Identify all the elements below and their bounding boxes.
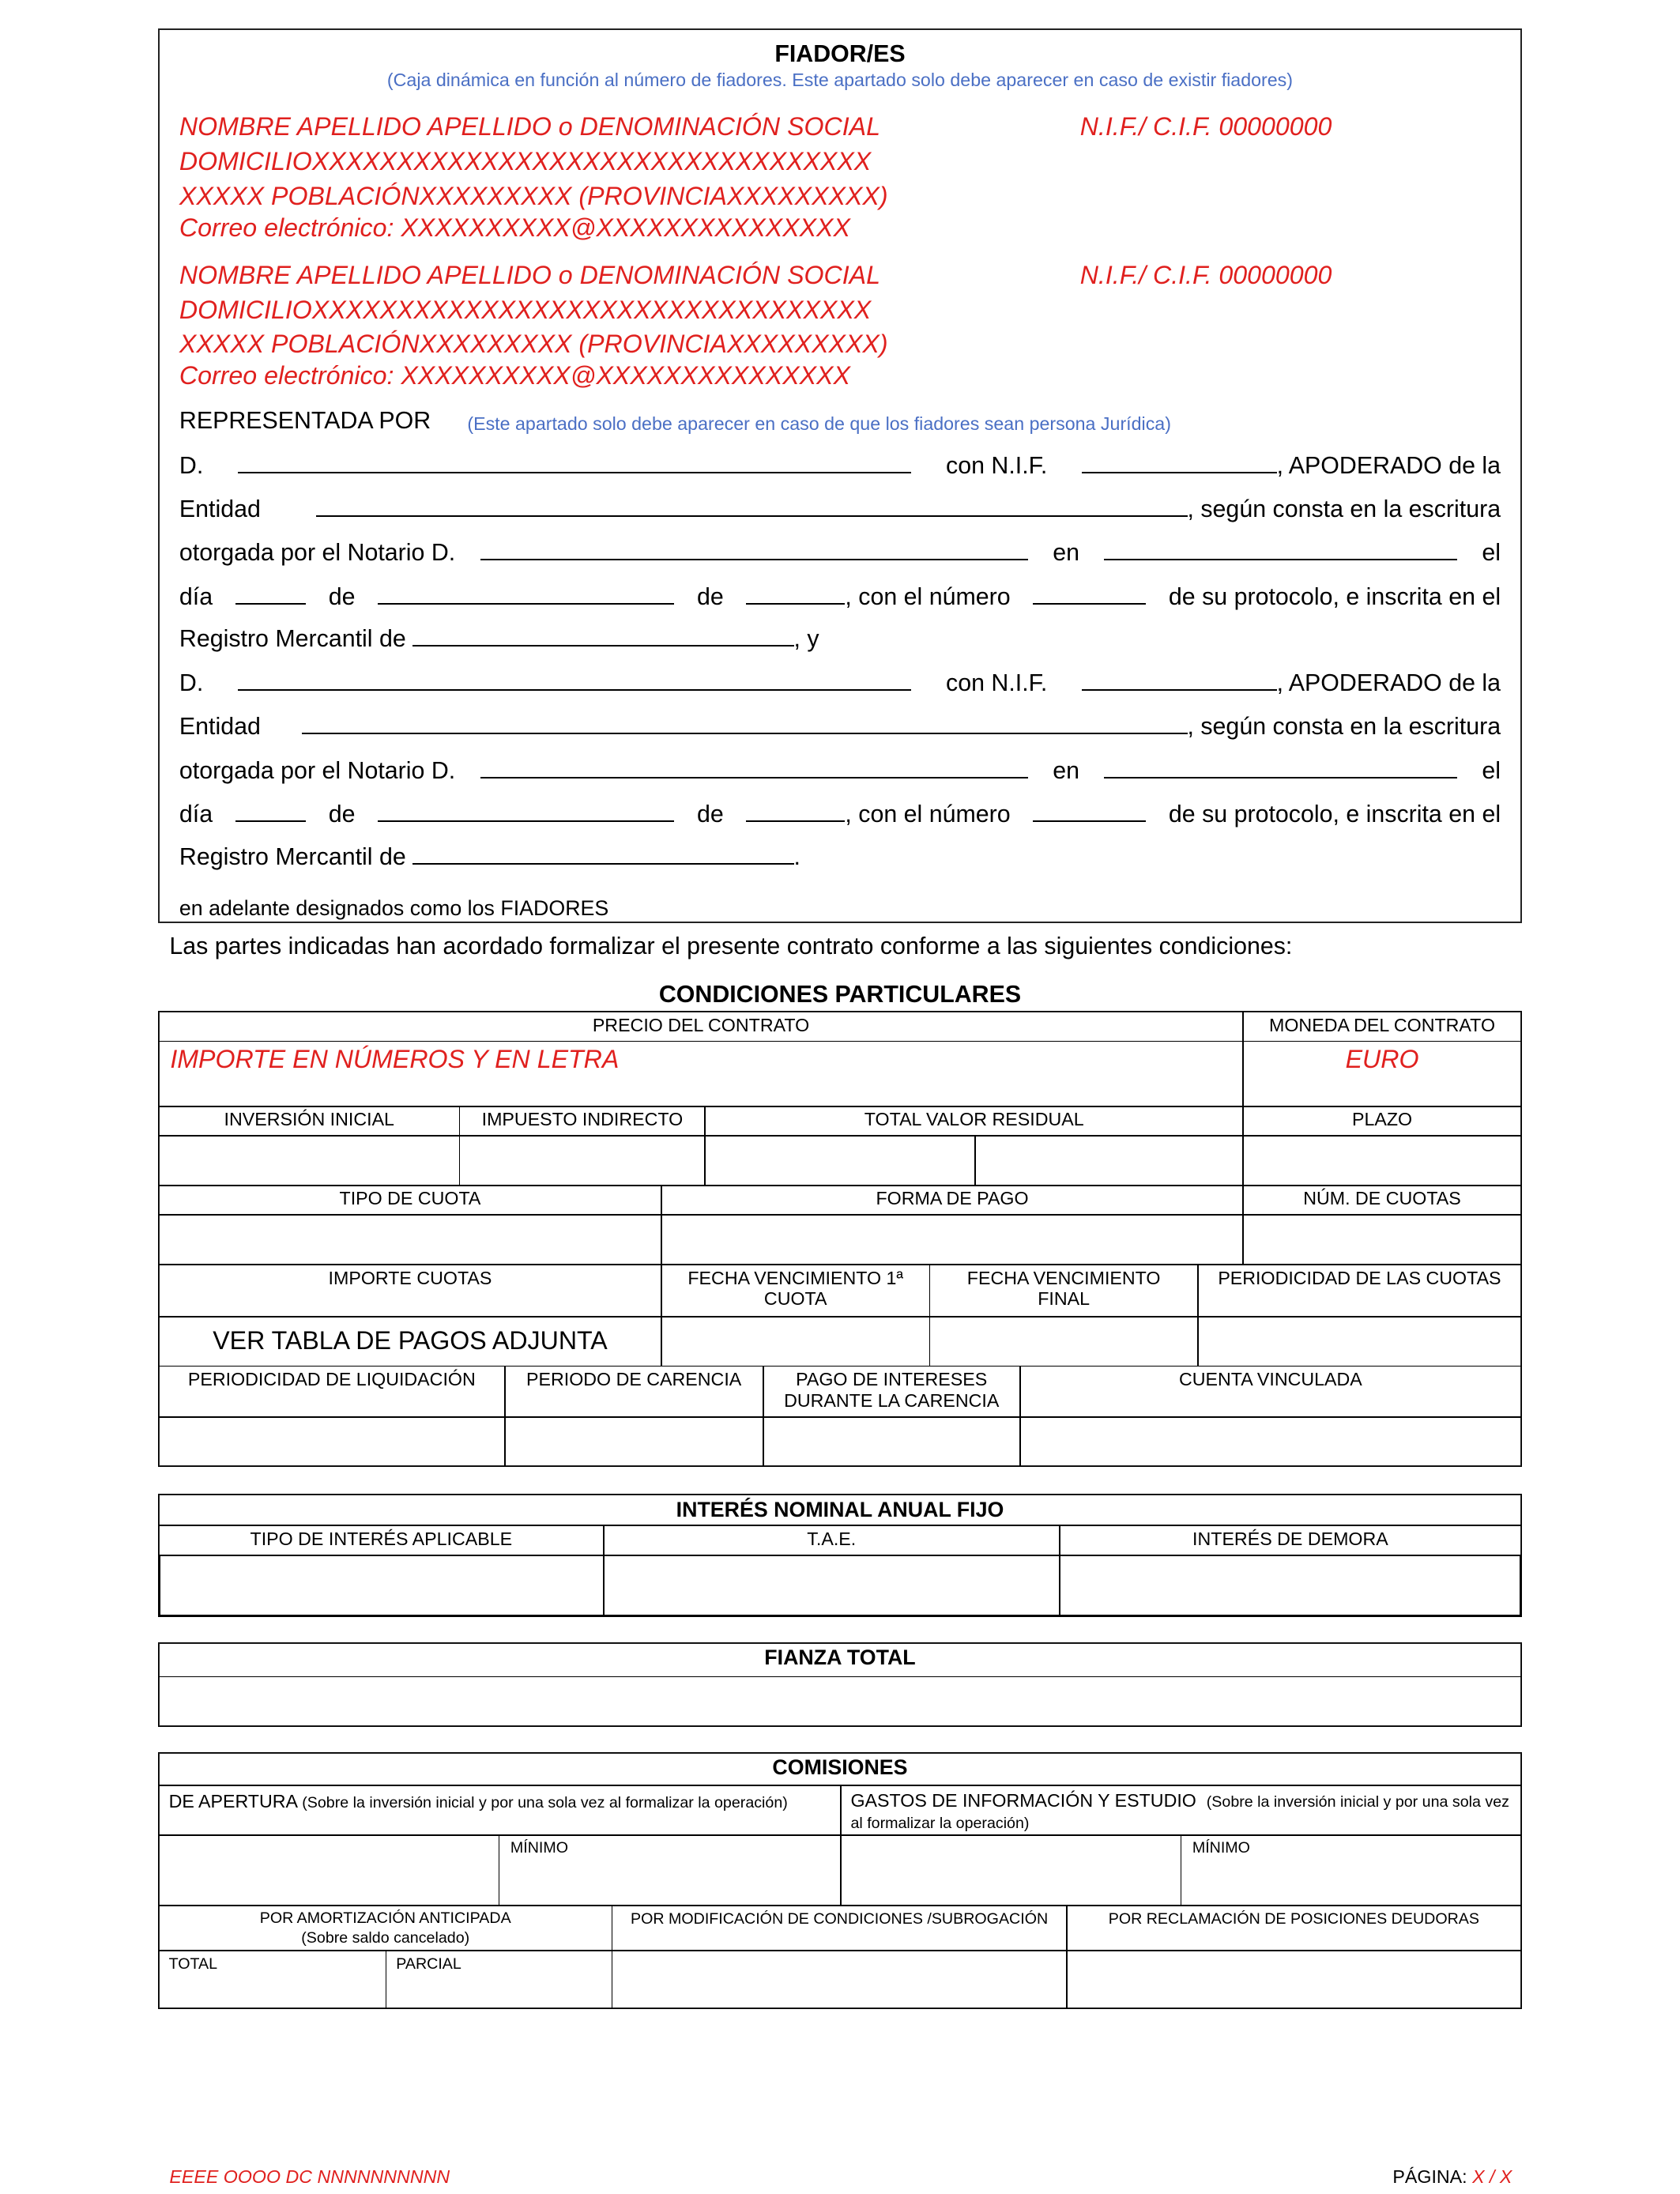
guarantor-nif: N.I.F./ C.I.F. 00000000 bbox=[1079, 112, 1332, 141]
fiadores-closing: en adelante designados como los FIADORES bbox=[179, 896, 609, 921]
header-moneda: MONEDA DEL CONTRATO bbox=[1242, 1011, 1522, 1042]
form-line bbox=[179, 496, 1501, 523]
header-demora: INTERÉS DE DEMORA bbox=[1059, 1525, 1522, 1555]
apertura-minimo-field[interactable]: MÍNIMO bbox=[499, 1834, 842, 1906]
header-forma-pago: FORMA DE PAGO bbox=[661, 1185, 1244, 1216]
interes-title: INTERÉS NOMINAL ANUAL FIJO bbox=[158, 1494, 1522, 1526]
label: D. bbox=[179, 669, 204, 696]
impuesto-field[interactable] bbox=[459, 1135, 706, 1186]
label: Entidad bbox=[179, 714, 261, 741]
guarantor-name: NOMBRE APELLIDO APELLIDO o DENOMINACIÓN SOCIAL bbox=[179, 260, 880, 289]
form-line bbox=[179, 452, 1501, 480]
entity-blank[interactable] bbox=[316, 496, 1187, 517]
label: , según consta en la escritura bbox=[1187, 496, 1501, 523]
gastos-field[interactable] bbox=[840, 1834, 1181, 1906]
year-blank[interactable] bbox=[746, 583, 845, 605]
header-tae: T.A.E. bbox=[603, 1525, 1060, 1555]
modificacion-field[interactable] bbox=[612, 1950, 1068, 2009]
entity-blank[interactable] bbox=[302, 713, 1187, 734]
header-residual: TOTAL VALOR RESIDUAL bbox=[704, 1106, 1243, 1137]
label: , APODERADO de la bbox=[1276, 669, 1501, 696]
apertura-field[interactable] bbox=[158, 1834, 499, 1906]
form-line bbox=[179, 713, 1501, 741]
cuenta-field[interactable] bbox=[1019, 1416, 1522, 1467]
header-fecha-final: FECHA VENCIMIENTO FINAL bbox=[929, 1264, 1199, 1318]
guarantor-2 bbox=[179, 258, 888, 390]
residual-field-2[interactable] bbox=[974, 1135, 1244, 1186]
label: con N.I.F. bbox=[946, 452, 1048, 479]
residual-field-1[interactable] bbox=[704, 1135, 975, 1186]
header-precio: PRECIO DEL CONTRATO bbox=[158, 1011, 1244, 1042]
plazo-field[interactable] bbox=[1242, 1135, 1522, 1186]
header-gastos bbox=[840, 1785, 1522, 1835]
page-number bbox=[1392, 2166, 1512, 2188]
place-blank[interactable] bbox=[1104, 539, 1457, 560]
label: Registro Mercantil de bbox=[179, 626, 406, 653]
header-cuenta: CUENTA VINCULADA bbox=[1019, 1366, 1522, 1418]
place-blank[interactable] bbox=[1104, 757, 1457, 778]
reclamacion-field[interactable] bbox=[1066, 1950, 1522, 2009]
form-line bbox=[179, 843, 800, 871]
header-amortizacion bbox=[158, 1905, 612, 1951]
fianza-field[interactable] bbox=[158, 1676, 1522, 1727]
registry-blank[interactable] bbox=[412, 625, 793, 647]
label: , y bbox=[793, 626, 819, 653]
page-label: PÁGINA: bbox=[1392, 2166, 1467, 2187]
num-cuotas-field[interactable] bbox=[1242, 1214, 1522, 1265]
label: el bbox=[1482, 540, 1501, 567]
pago-intereses-field[interactable] bbox=[763, 1416, 1021, 1467]
nif-blank[interactable] bbox=[1082, 669, 1277, 691]
label: . bbox=[793, 843, 800, 870]
gastos-note: (Sobre la inversión inicial y por una sola vez al formalizar la operación) bbox=[850, 1793, 1509, 1833]
year-blank[interactable] bbox=[746, 801, 845, 822]
month-blank[interactable] bbox=[378, 583, 674, 605]
tipo-interes-field[interactable] bbox=[158, 1555, 605, 1617]
guarantor-address: DOMICILIOXXXXXXXXXXXXXXXXXXXXXXXXXXXXXXXXX bbox=[179, 147, 872, 176]
label: Entidad bbox=[179, 496, 261, 523]
comisiones-title: COMISIONES bbox=[158, 1752, 1522, 1786]
label: en bbox=[1053, 540, 1079, 567]
footer-code: EEEE OOOO DC NNNNNNNNNN bbox=[169, 2166, 450, 2187]
carencia-field[interactable] bbox=[504, 1416, 764, 1467]
form-line bbox=[179, 669, 1501, 697]
header-fecha-1: FECHA VENCIMIENTO 1ª CUOTA bbox=[661, 1264, 930, 1318]
label: día bbox=[179, 801, 213, 827]
guarantor-address: DOMICILIOXXXXXXXXXXXXXXXXXXXXXXXXXXXXXXXXX bbox=[179, 295, 872, 324]
label: de bbox=[328, 583, 356, 610]
guarantor-1 bbox=[179, 110, 888, 242]
amortizacion-note: (Sobre saldo cancelado) bbox=[301, 1928, 470, 1947]
amortizacion-parcial-field[interactable]: PARCIAL bbox=[386, 1950, 613, 2009]
condiciones-title: CONDICIONES PARTICULARES bbox=[658, 981, 1022, 1008]
header-reclamacion: POR RECLAMACIÓN DE POSICIONES DEUDORAS bbox=[1066, 1905, 1522, 1951]
label: , APODERADO de la bbox=[1276, 452, 1501, 479]
fiadores-title: FIADOR/ES bbox=[774, 40, 906, 67]
label: el bbox=[1482, 757, 1501, 784]
day-blank[interactable] bbox=[235, 801, 306, 822]
amortizacion-total-field[interactable]: TOTAL bbox=[158, 1950, 386, 2009]
guarantor-name: NOMBRE APELLIDO APELLIDO o DENOMINACIÓN SOCIAL bbox=[179, 112, 880, 141]
label: , con el número bbox=[845, 583, 1011, 610]
header-num-cuotas: NÚM. DE CUOTAS bbox=[1242, 1185, 1522, 1216]
label: de su protocolo, e inscrita en el bbox=[1168, 801, 1501, 827]
fiadores-note: (Caja dinámica en función al número de fiadores. Este apartado solo debe aparecer en caso de existir fiadores) bbox=[386, 69, 1294, 90]
label: otorgada por el Notario D. bbox=[179, 540, 456, 567]
form-line bbox=[179, 583, 1501, 611]
label: Registro Mercantil de bbox=[179, 843, 406, 870]
label: otorgada por el Notario D. bbox=[179, 757, 456, 784]
guarantor-nif: N.I.F./ C.I.F. 00000000 bbox=[1079, 260, 1332, 289]
guarantor-email: Correo electrónico: XXXXXXXXXX@XXXXXXXXXXXXXXX bbox=[179, 361, 850, 390]
form-line bbox=[179, 539, 1501, 567]
gastos-minimo-field[interactable]: MÍNIMO bbox=[1181, 1834, 1522, 1906]
header-plazo: PLAZO bbox=[1242, 1106, 1522, 1137]
header-pago-intereses: PAGO DE INTERESES DURANTE LA CARENCIA bbox=[763, 1366, 1021, 1418]
form-line bbox=[179, 625, 819, 653]
label: en bbox=[1053, 757, 1079, 784]
moneda-value[interactable]: EURO bbox=[1242, 1041, 1522, 1107]
header-periodicidad-liq: PERIODICIDAD DE LIQUIDACIÓN bbox=[158, 1366, 505, 1418]
forma-pago-field[interactable] bbox=[661, 1214, 1244, 1265]
name-blank[interactable] bbox=[238, 452, 911, 473]
protocol-number-blank[interactable] bbox=[1033, 583, 1146, 605]
notary-blank[interactable] bbox=[480, 757, 1028, 778]
form-line bbox=[179, 801, 1501, 828]
label: con N.I.F. bbox=[946, 669, 1048, 696]
tipo-cuota-field[interactable] bbox=[158, 1214, 662, 1265]
name-blank[interactable] bbox=[238, 669, 911, 691]
guarantor-city: XXXXX POBLACIÓNXXXXXXXXX (PROVINCIAXXXXXXXXX) bbox=[179, 330, 888, 359]
periodicidad-liq-field[interactable] bbox=[158, 1416, 505, 1467]
inversion-field[interactable] bbox=[158, 1135, 460, 1186]
header-periodicidad-cuotas: PERIODICIDAD DE LAS CUOTAS bbox=[1197, 1264, 1522, 1318]
fianza-title: FIANZA TOTAL bbox=[158, 1642, 1522, 1678]
header-tipo-interes: TIPO DE INTERÉS APLICABLE bbox=[158, 1525, 605, 1555]
guarantor-email: Correo electrónico: XXXXXXXXXX@XXXXXXXXXXXXXXX bbox=[179, 213, 850, 242]
nif-blank[interactable] bbox=[1082, 452, 1277, 473]
header-modificacion: POR MODIFICACIÓN DE CONDICIONES /SUBROGACIÓN bbox=[612, 1905, 1068, 1951]
fecha-1-field[interactable] bbox=[661, 1316, 930, 1367]
protocol-number-blank[interactable] bbox=[1033, 801, 1146, 822]
label: de bbox=[328, 801, 356, 827]
header-impuesto: IMPUESTO INDIRECTO bbox=[459, 1106, 706, 1137]
label: de bbox=[696, 583, 724, 610]
apertura-note: (Sobre la inversión inicial y por una sola vez al formalizar la operación) bbox=[302, 1794, 788, 1812]
tae-field[interactable] bbox=[603, 1555, 1060, 1617]
month-blank[interactable] bbox=[378, 801, 674, 822]
label: D. bbox=[179, 452, 204, 479]
page-value: X / X bbox=[1472, 2166, 1512, 2187]
fecha-final-field[interactable] bbox=[929, 1316, 1199, 1367]
label: de bbox=[696, 801, 724, 827]
notary-blank[interactable] bbox=[480, 539, 1028, 560]
amortizacion-label: POR AMORTIZACIÓN ANTICIPADA bbox=[259, 1909, 511, 1927]
day-blank[interactable] bbox=[235, 583, 306, 605]
form-line bbox=[179, 757, 1501, 785]
header-apertura bbox=[158, 1785, 842, 1835]
header-inversion: INVERSIÓN INICIAL bbox=[158, 1106, 460, 1137]
representada-label: REPRESENTADA POR bbox=[179, 408, 431, 435]
representada-note: (Este apartado solo debe aparecer en caso de que los fiadores sean persona Jurídica) bbox=[467, 413, 1171, 435]
guarantor-city: XXXXX POBLACIÓNXXXXXXXXX (PROVINCIAXXXXXXXXX) bbox=[179, 181, 888, 210]
gastos-label: GASTOS DE INFORMACIÓN Y ESTUDIO bbox=[850, 1790, 1196, 1811]
header-carencia: PERIODO DE CARENCIA bbox=[504, 1366, 764, 1418]
label: , según consta en la escritura bbox=[1187, 714, 1501, 741]
importe-value[interactable]: IMPORTE EN NÚMEROS Y EN LETRA bbox=[158, 1041, 1244, 1107]
label: día bbox=[179, 583, 213, 610]
label: , con el número bbox=[845, 801, 1011, 827]
periodicidad-cuotas-field[interactable] bbox=[1197, 1316, 1522, 1367]
header-importe-cuotas: IMPORTE CUOTAS bbox=[158, 1264, 662, 1318]
registry-blank[interactable] bbox=[412, 843, 793, 865]
header-tipo-cuota: TIPO DE CUOTA bbox=[158, 1185, 662, 1216]
ver-tabla-value: VER TABLA DE PAGOS ADJUNTA bbox=[158, 1316, 662, 1367]
label: de su protocolo, e inscrita en el bbox=[1168, 583, 1501, 610]
intro-text: Las partes indicadas han acordado formalizar el presente contrato conforme a las siguientes condiciones: bbox=[169, 933, 1293, 959]
apertura-label: DE APERTURA bbox=[168, 1791, 297, 1812]
demora-field[interactable] bbox=[1059, 1555, 1522, 1617]
